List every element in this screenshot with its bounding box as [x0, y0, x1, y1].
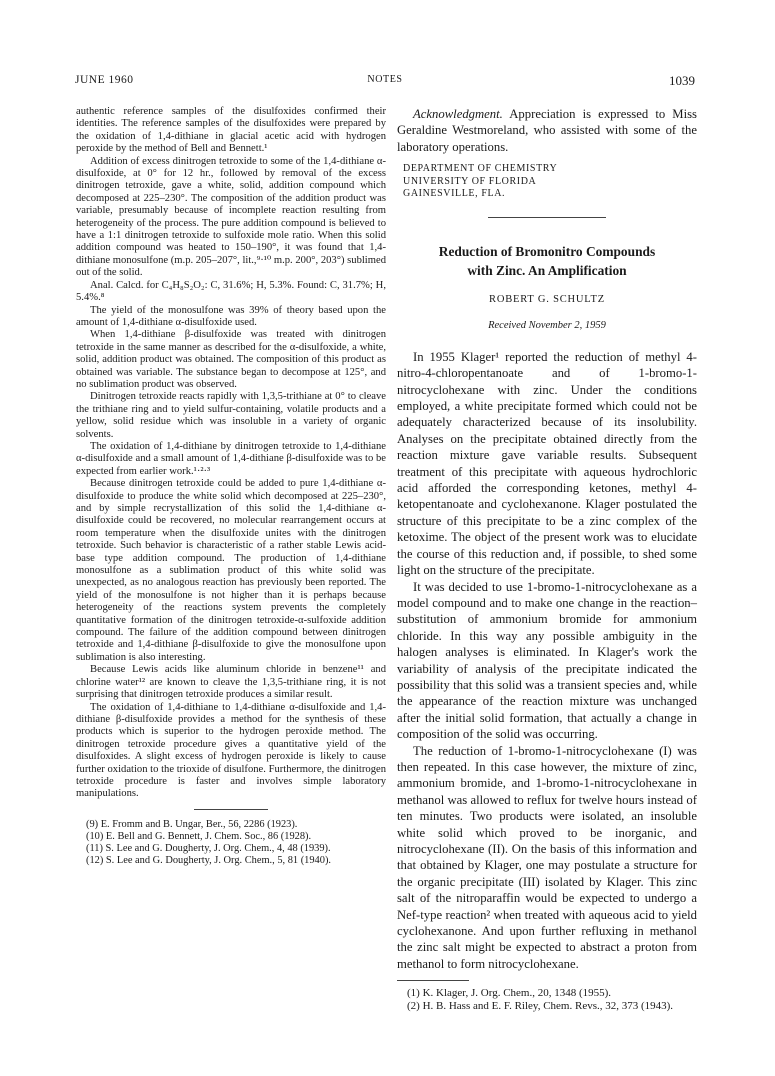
header-section: NOTES	[367, 74, 403, 85]
footnote: (2) H. B. Hass and E. F. Riley, Chem. Revs., 32, 373 (1943).	[407, 999, 674, 1012]
article-title-line: Reduction of Bromonitro Compounds	[438, 244, 656, 259]
body-paragraph: In 1955 Klager¹ reported the reduction of methyl 4-nitro-4-chloropentanoate and of 1-bromo-1-nitrocyclohexane with zinc. Under the conditions employed, a white precipitate formed which could not be adequately characterized because of its insolubility. Analyses on the precipitate obtained directly from the reaction mixture gave variable results. Subsequent treatment of this precipitate with aqueous hydrochloric acid afforded the corresponding ketones, methyl 4-ketopentanoate and cyclohexanone. Klager postulated the structure of this precipitate to be a zinc complex of the ketoxime. The object of the present work was to elucidate the course of this reduction and, if possible, to shed some light on the structure of the precipitate.	[397, 349, 697, 578]
footnote: (12) S. Lee and G. Dougherty, J. Org. Chem., 5, 81 (1940).	[86, 855, 332, 867]
body-paragraph: The oxidation of 1,4-dithiane to 1,4-dithiane α-disulfoxide and 1,4-dithiane β-disulfoxide provides a method for the synthesis of these products which is superior to the hydrogen peroxide method. The dinitrogen tetroxide procedure gives a quantitative yield of the disulfoxides. A slight excess of hydrogen peroxide is likely to cause further oxidation to the trioxide of disulfone. Furthermore, the dinitrogen tetroxide procedure is faster and involves simple laboratory manipulations.	[76, 701, 386, 800]
body-paragraph: authentic reference samples of the disulfoxides confirmed their identities. The reference samples of the disulfoxides were prepared by the oxidation of 1,4-dithiane in glacial acetic acid with hydrogen peroxide by the method of Bell and Bennett.¹	[76, 106, 386, 155]
footnote: (9) E. Fromm and B. Ungar, Ber., 56, 2286 (1923).	[86, 818, 298, 830]
article-divider	[488, 217, 606, 218]
body-paragraph: Dinitrogen tetroxide reacts rapidly with 1,3,5-trithiane at 0° to cleave the trithiane ring and to yield sulfur-containing, volatile products and a yellow, solid residue which was insoluble in a variety of organic solvents.	[76, 391, 386, 440]
acknowledgment	[397, 106, 697, 155]
footnotes-left	[76, 819, 386, 868]
affiliation-block	[403, 163, 697, 201]
footnote-divider	[397, 980, 469, 981]
body-paragraph: It was decided to use 1-bromo-1-nitrocyclohexane as a model compound and to make one change in the reaction–substitution of ammonium bromide for ammonium chloride. In this way any possible ambiguity in the halogen analyses is eliminated. In Klager's work the variability of analysis of the precipitate indicated the possibility that this solid was a transient species and, while the appearance of the reaction mixture was unchanged after the initial solid formation, that actually a change in composition of the solid was occurring.	[397, 579, 697, 742]
affiliation-line: DEPARTMENT OF CHEMISTRY	[403, 163, 558, 175]
left-column	[76, 106, 386, 868]
article-title	[397, 242, 697, 280]
body-paragraph: The reduction of 1-bromo-1-nitrocyclohexane (I) was then repeated. In this case however, the mixture of zinc, ammonium bromide, and 1-bromo-1-nitrocyclohexane in methanol was allowed to reflux for twelve hours instead of ten minutes. Two products were isolated, an insoluble white solid which proved to be inorganic, and nitrocyclohexane (II). On the basis of this information and that obtained by Klager, one may postulate a structure for the organic precipitate (III) isolated by Klager. This zinc salt of the nitroparaffin would be expected to undergo a Nef-type reaction² when treated with aqueous acid to yield cyclohexanone. And upon further refluxing in methanol the zinc salt might be expected to abstract a proton from methanol to form nitrocyclohexane.	[397, 743, 697, 971]
footnotes-right	[397, 987, 697, 1012]
article-title-line: with Zinc. An Amplification	[467, 263, 627, 278]
header-date: JUNE 1960	[75, 74, 134, 86]
acknowledgment-text: Appreciation is expressed to Miss Geraldine Westmoreland, who assisted with some of the laboratory operations.	[397, 107, 697, 154]
body-paragraph: Because dinitrogen tetroxide could be added to pure 1,4-dithiane α-disulfoxide to produce the white solid which decomposed at 225–230°, and by simple recrystallization of this solid the 1,4-dithiane α-disulfoxide could be recovered, no molecular rearrangement occurs at room temperature when the disulfoxide unites with the dinitrogen tetroxide. Such behavior is characteristic of a rather stable Lewis acid-base type addition compound. The production of 1,4-dithiane monosulfone as a sublimation product of this white solid was unexpected, as no analogous reaction has previously been reported. The yield of the monosulfone is not higher than it is perhaps because heterogeneity of the reactions system prevents the completely quantitative formation of the dinitrogen tetroxide-α-sulfoxide addition compound. The failure of the addition compound between dinitrogen tetroxide and 1,4-dithiane β-disulfoxide to give the monosulfone upon sublimation is also interesting.	[76, 478, 386, 663]
footnote: (11) S. Lee and G. Dougherty, J. Org. Chem., 4, 48 (1939).	[86, 843, 331, 855]
footnote: (10) E. Bell and G. Bennett, J. Chem. Soc., 86 (1928).	[86, 830, 312, 842]
body-paragraph: The oxidation of 1,4-dithiane by dinitrogen tetroxide to 1,4-dithiane α-disulfoxide and a small amount of 1,4-dithiane β-disulfoxide was to be expected from earlier work.¹·²·³	[76, 440, 386, 477]
running-header	[75, 74, 695, 90]
body-paragraph: Addition of excess dinitrogen tetroxide to some of the 1,4-dithiane α-disulfoxide, at 0° for 12 hr., followed by removal of the excess dinitrogen tetroxide, gave a white, solid, addition compound which decomposed at 225–230°. The composition of the addition product was variable, presumably because of incomplete reaction resulting from heterogeneity of the process. The pure addition compound is believed to have a 1:1 dinitrogen tetroxide to sulfoxide mole ratio. When this solid addition compound was heated to 150–190°, it was found that 1,4-dithiane monosulfone (m.p. 205–207°, lit.,⁹·¹⁰ m.p. 200°, 203°) sublimed out of the solid.	[76, 155, 386, 279]
body-paragraph: The yield of the monosulfone was 39% of theory based upon the amount of 1,4-dithiane α-disulfoxide used.	[76, 304, 386, 328]
acknowledgment-heading: Acknowledgment.	[413, 107, 503, 121]
affiliation-line: GAINESVILLE, FLA.	[403, 188, 506, 200]
footnote: (1) K. Klager, J. Org. Chem., 20, 1348 (1955).	[407, 987, 612, 1000]
affiliation-line: UNIVERSITY OF FLORIDA	[403, 175, 537, 187]
received-date: Received November 2, 1959	[488, 320, 606, 332]
footnote-divider	[194, 809, 268, 810]
right-column	[397, 106, 697, 1012]
body-paragraph: When 1,4-dithiane β-disulfoxide was treated with dinitrogen tetroxide in the same manner as described for the α-disulfoxide, a white, solid, addition product was obtained. The composition of this product as obtained was variable. The substance began to decompose at 125°, and no sublimation product was observed.	[76, 329, 386, 390]
page-number: 1039	[669, 73, 695, 88]
analysis-paragraph: Anal. Calcd. for C₄H₈S₂O₂: C, 31.6%; H, 5.3%. Found: C, 31.7%; H, 5.4%.⁸	[76, 279, 386, 304]
author: ROBERT G. SCHULTZ	[489, 294, 605, 305]
body-paragraph: Because Lewis acids like aluminum chloride in benzene¹¹ and chlorine water¹² are known to cleave the 1,3,5-trithiane ring, it is not surprising that dinitrogen tetroxide produces a similar result.	[76, 664, 386, 701]
